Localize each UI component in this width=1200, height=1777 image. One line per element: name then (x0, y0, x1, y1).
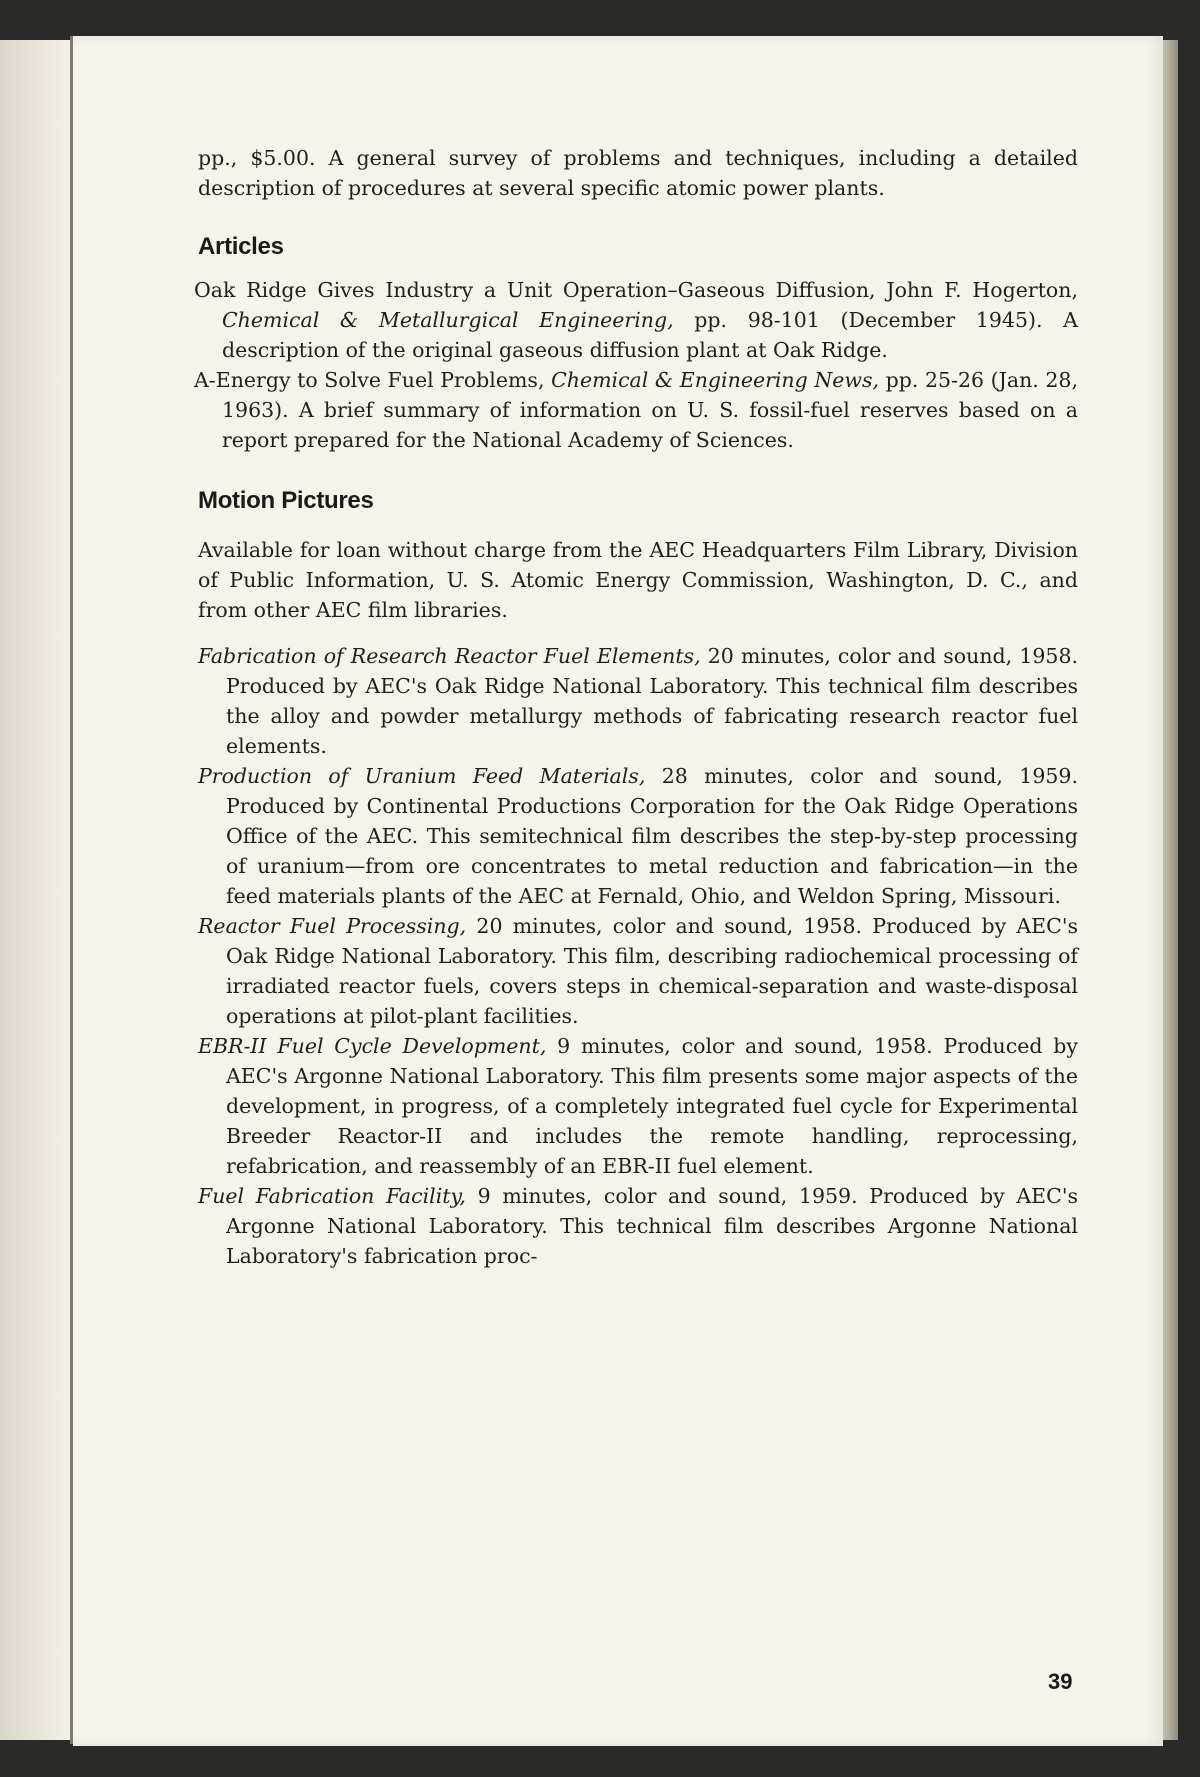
film-title: EBR-II Fuel Cycle Development, (198, 1034, 547, 1058)
articles-heading: Articles (198, 233, 284, 260)
film-entry (198, 641, 1078, 761)
book-page (73, 36, 1163, 1746)
film-description: 9 minutes, color and sound, 1958. Produced by AEC's Argonne National Laboratory. This film presents some major aspects of the development, in progress, of a completely integrated fuel cycle for Experimental Breeder Reactor-II and includes the remote handling, reprocessing, refabrication, and reassembly of an EBR-II fuel element. (226, 1034, 1078, 1178)
film-title: Fuel Fabrication Facility, (198, 1184, 466, 1208)
motion-pictures-intro: Available for loan without charge from the AEC Headquarters Film Library, Division of Public Information, U. S. Atomic Energy Commission, Washington, D. C., and from other AEC film libraries. (198, 538, 1078, 622)
film-entry (198, 1181, 1078, 1271)
article-text: pp. 98-101 (December 1945). A description of the original gaseous diffusion plant at Oak Ridge. (222, 308, 1078, 362)
film-description: 20 minutes, color and sound, 1958. Produced by AEC's Oak Ridge National Laboratory. This film, describing radiochemical processing of irradiated reactor fuels, covers steps in chemical-separation and waste-disposal operations at pilot-plant facilities. (226, 914, 1078, 1028)
article-text: pp. 25-26 (Jan. 28, 1963). A brief summary of information on U. S. fossil-fuel reserves based on a report prepared for the National Academy of Sciences. (222, 368, 1078, 452)
article-text: A-Energy to Solve Fuel Problems, (194, 368, 552, 392)
page-number: 39 (1048, 1669, 1073, 1694)
article-text: Oak Ridge Gives Industry a Unit Operation–Gaseous Diffusion, John F. Hogerton, (194, 278, 1078, 302)
film-description: 20 minutes, color and sound, 1958. Produced by AEC's Oak Ridge National Laboratory. This technical film describes the alloy and powder metallurgy methods of fabricating research reactor fuel elements. (226, 644, 1079, 758)
film-title: Reactor Fuel Processing, (198, 914, 467, 938)
page-content (194, 143, 1079, 1271)
article-entry (194, 275, 1078, 365)
intro-paragraph: pp., $5.00. A general survey of problems and techniques, including a detailed description of procedures at several specific atomic power plants. (198, 146, 1078, 200)
film-description: 28 minutes, color and sound, 1959. Produced by Continental Productions Corporation for the Oak Ridge Operations Office of the AEC. This semitechnical film describes the step-by-step processing of uranium—from ore concentrates to metal reduction and fabrication—in the feed materials plants of the AEC at Fernald, Ohio, and Weldon Spring, Missouri. (226, 764, 1078, 908)
motion-pictures-heading: Motion Pictures (198, 487, 374, 514)
article-source-title: Chemical & Engineering News, (551, 368, 880, 392)
film-title: Production of Uranium Feed Materials, (198, 764, 646, 788)
film-entry (198, 761, 1078, 911)
article-entry (194, 365, 1078, 455)
film-title: Fabrication of Research Reactor Fuel Elements, (198, 644, 701, 668)
film-description: 9 minutes, color and sound, 1959. Produced by AEC's Argonne National Laboratory. This technical film describes Argonne National Laboratory's fabrication proc- (226, 1184, 1078, 1268)
film-entry (198, 911, 1078, 1031)
film-entry (198, 1031, 1078, 1181)
article-source-title: Chemical & Metallurgical Engineering, (222, 308, 674, 332)
facing-page-edge (0, 40, 70, 1740)
